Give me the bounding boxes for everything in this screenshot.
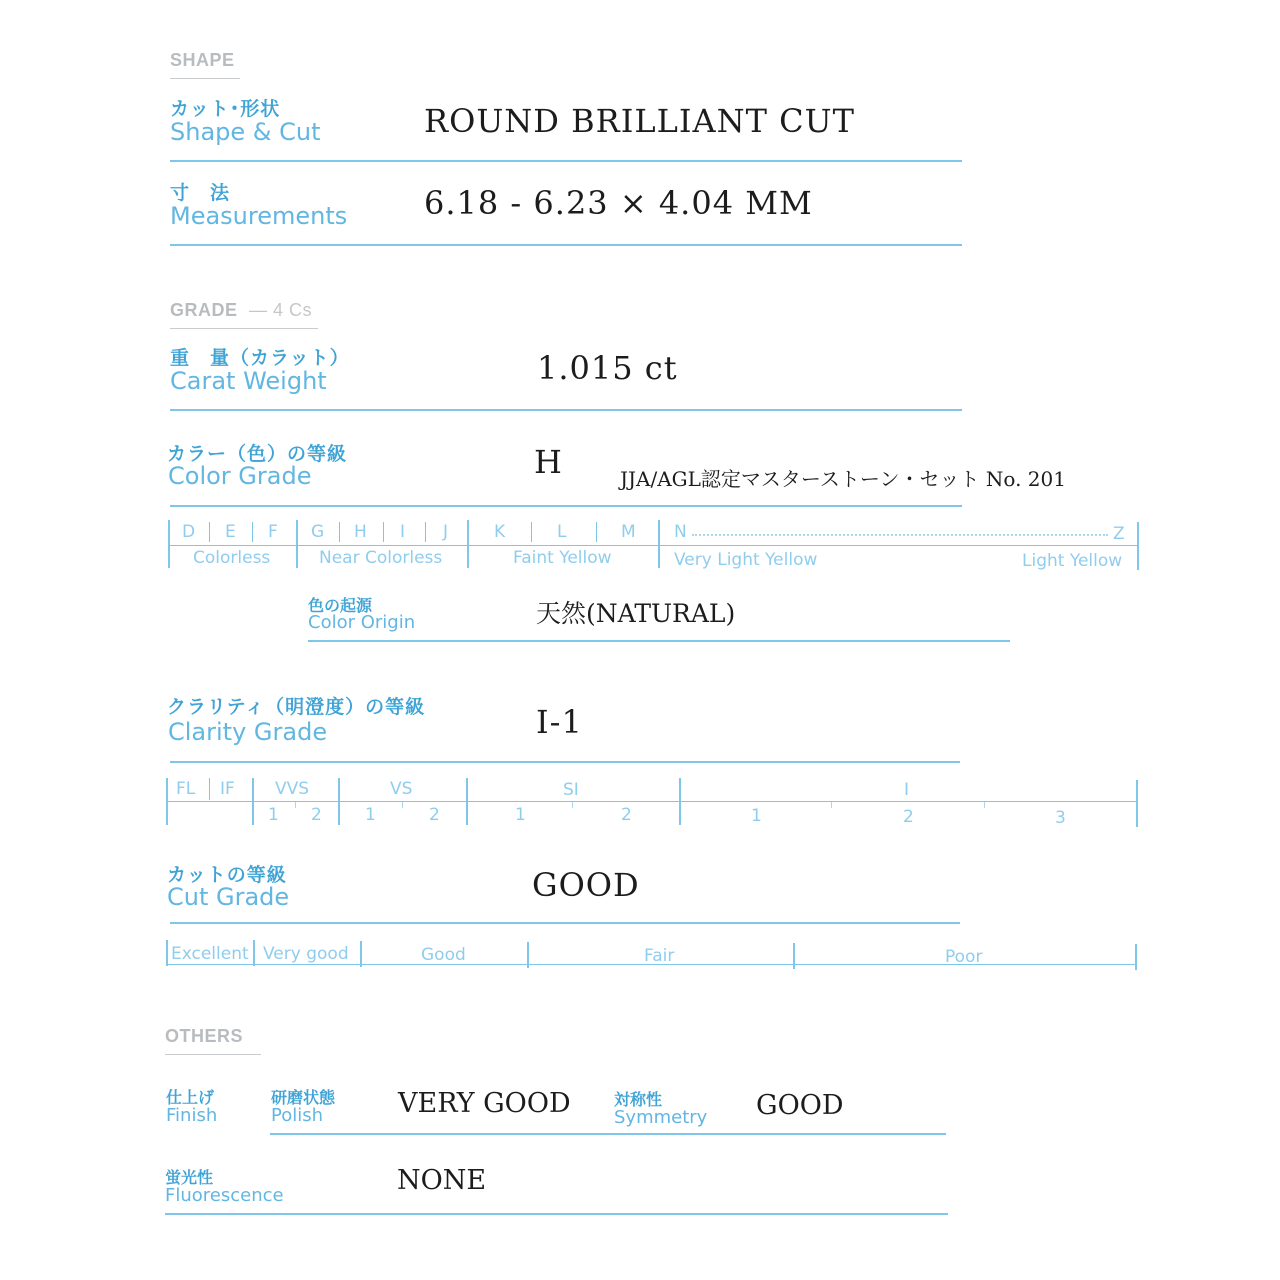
scale-baseline	[168, 545, 1139, 546]
symmetry-value: GOOD	[756, 1090, 844, 1121]
section-title-grade	[170, 300, 312, 321]
scale-tick	[209, 522, 210, 542]
clarity-sub-label: 3	[1055, 808, 1066, 828]
scale-letter: D	[182, 522, 196, 542]
row-rule	[170, 922, 960, 924]
scale-divider	[658, 520, 660, 568]
measurements-label-en: Measurements	[170, 202, 348, 230]
color-value: H	[534, 443, 563, 481]
scale-tick	[596, 522, 597, 542]
clarity-sub-label: 2	[621, 805, 632, 825]
section-underline	[170, 78, 240, 79]
scale-letter: F	[268, 522, 278, 542]
cut-grade-label-jp: カットの等級	[167, 864, 287, 886]
scale-letter: G	[311, 522, 325, 542]
row-rule	[170, 244, 962, 246]
scale-tick	[209, 778, 210, 800]
scale-letter: E	[225, 522, 236, 542]
scale-letter: I	[400, 522, 406, 542]
scale-tick	[572, 802, 573, 808]
clarity-scale-label: VVS	[275, 779, 310, 799]
polish-label-en: Polish	[271, 1105, 324, 1126]
scale-divider	[168, 520, 170, 568]
measurements-label-jp: 寸 法	[170, 182, 231, 204]
clarity-label-en: Clarity Grade	[168, 718, 328, 746]
finish-label-en: Finish	[166, 1105, 218, 1126]
clarity-value: I-1	[536, 703, 583, 741]
scale-letter: J	[443, 522, 449, 542]
section-title-shape: SHAPE	[170, 50, 235, 70]
scale-group-label: Near Colorless	[319, 548, 443, 568]
scale-group-label: Faint Yellow	[513, 548, 612, 568]
clarity-scale-label: I	[904, 780, 910, 800]
clarity-sub-label: 1	[515, 805, 526, 825]
cut-scale-label: Very good	[263, 944, 349, 964]
scale-tick	[402, 802, 403, 808]
symmetry-label-jp: 対称性	[614, 1090, 663, 1109]
grade-subtitle: — 4 Cs	[249, 300, 313, 320]
scale-letter: N	[674, 522, 687, 542]
scale-tick	[252, 522, 253, 542]
clarity-sub-label: 2	[903, 807, 914, 827]
scale-baseline	[166, 801, 1138, 802]
scale-tick	[984, 802, 985, 808]
row-rule	[170, 409, 962, 411]
carat-label-jp: 重 量（カラット）	[170, 347, 350, 369]
scale-divider	[296, 520, 298, 568]
clarity-sub-label: 2	[311, 805, 322, 825]
symmetry-label-en: Symmetry	[614, 1107, 708, 1128]
scale-divider	[793, 943, 795, 969]
scale-tick	[295, 802, 296, 808]
master-stone-note: JJA/AGL認定マスターストーン・セット No. 201	[620, 467, 1066, 491]
cut-scale-label: Fair	[644, 946, 675, 966]
polish-value: VERY GOOD	[398, 1088, 571, 1119]
grade-title: GRADE	[170, 300, 238, 320]
section-underline	[170, 328, 318, 329]
shape-cut-label-jp: カット･形状	[170, 98, 281, 120]
clarity-scale-label: FL	[176, 779, 196, 799]
scale-letter: L	[557, 522, 567, 542]
cut-grade-value: GOOD	[532, 866, 640, 904]
finish-label-jp: 仕上げ	[166, 1088, 215, 1107]
color-label-en: Color Grade	[168, 462, 312, 490]
carat-label-en: Carat Weight	[170, 367, 327, 395]
row-rule	[308, 640, 1010, 642]
fluorescence-label-jp: 蛍光性	[165, 1168, 214, 1187]
clarity-sub-label: 2	[429, 805, 440, 825]
scale-dotted-line	[692, 534, 1108, 536]
scale-divider	[166, 940, 168, 966]
scale-group-label: Colorless	[193, 548, 271, 568]
scale-group-label: Very Light Yellow	[674, 550, 818, 570]
scale-tick	[831, 802, 832, 808]
row-rule	[270, 1133, 946, 1135]
fluorescence-value: NONE	[397, 1165, 487, 1196]
shape-cut-label-en: Shape & Cut	[170, 118, 321, 146]
scale-letter: H	[354, 522, 367, 542]
scale-divider	[1135, 944, 1137, 970]
cut-scale-label: Good	[421, 945, 466, 965]
section-title-others: OTHERS	[165, 1026, 244, 1046]
scale-letter: M	[621, 522, 636, 542]
scale-divider	[253, 940, 255, 966]
clarity-sub-label: 1	[268, 805, 279, 825]
clarity-label-jp: クラリティ（明澄度）の等級	[167, 696, 426, 718]
scale-divider	[1136, 780, 1138, 827]
scale-divider	[467, 520, 469, 568]
row-rule	[170, 160, 962, 162]
origin-value: 天然(NATURAL)	[536, 599, 736, 628]
scale-tick	[339, 522, 340, 542]
origin-label-jp: 色の起源	[308, 596, 373, 615]
clarity-scale-label: IF	[220, 779, 235, 799]
row-rule	[170, 761, 960, 763]
fluorescence-label-en: Fluorescence	[165, 1185, 284, 1206]
scale-tick	[531, 522, 532, 542]
row-rule	[165, 1213, 948, 1215]
color-label-jp: カラー（色）の等級	[167, 443, 348, 465]
row-rule	[170, 505, 962, 507]
section-underline	[165, 1054, 261, 1055]
polish-label-jp: 研磨状態	[271, 1088, 336, 1107]
clarity-scale-label: VS	[390, 779, 413, 799]
clarity-scale-label: SI	[563, 780, 579, 800]
clarity-sub-label: 1	[365, 805, 376, 825]
scale-letter: Z	[1113, 524, 1125, 544]
scale-group-label: Light Yellow	[1022, 551, 1123, 571]
cut-grade-label-en: Cut Grade	[167, 883, 290, 911]
cut-scale-label: Poor	[945, 947, 983, 967]
scale-letter: K	[494, 522, 506, 542]
clarity-sub-label: 1	[751, 806, 762, 826]
carat-value: 1.015 ct	[537, 349, 678, 387]
scale-divider	[1137, 522, 1139, 570]
cut-scale-label: Excellent	[171, 944, 249, 964]
scale-tick	[425, 522, 426, 542]
measurements-value: 6.18 - 6.23 × 4.04 MM	[424, 184, 813, 222]
shape-cut-value: ROUND BRILLIANT CUT	[424, 102, 855, 140]
origin-label-en: Color Origin	[308, 612, 416, 633]
scale-tick	[383, 522, 384, 542]
